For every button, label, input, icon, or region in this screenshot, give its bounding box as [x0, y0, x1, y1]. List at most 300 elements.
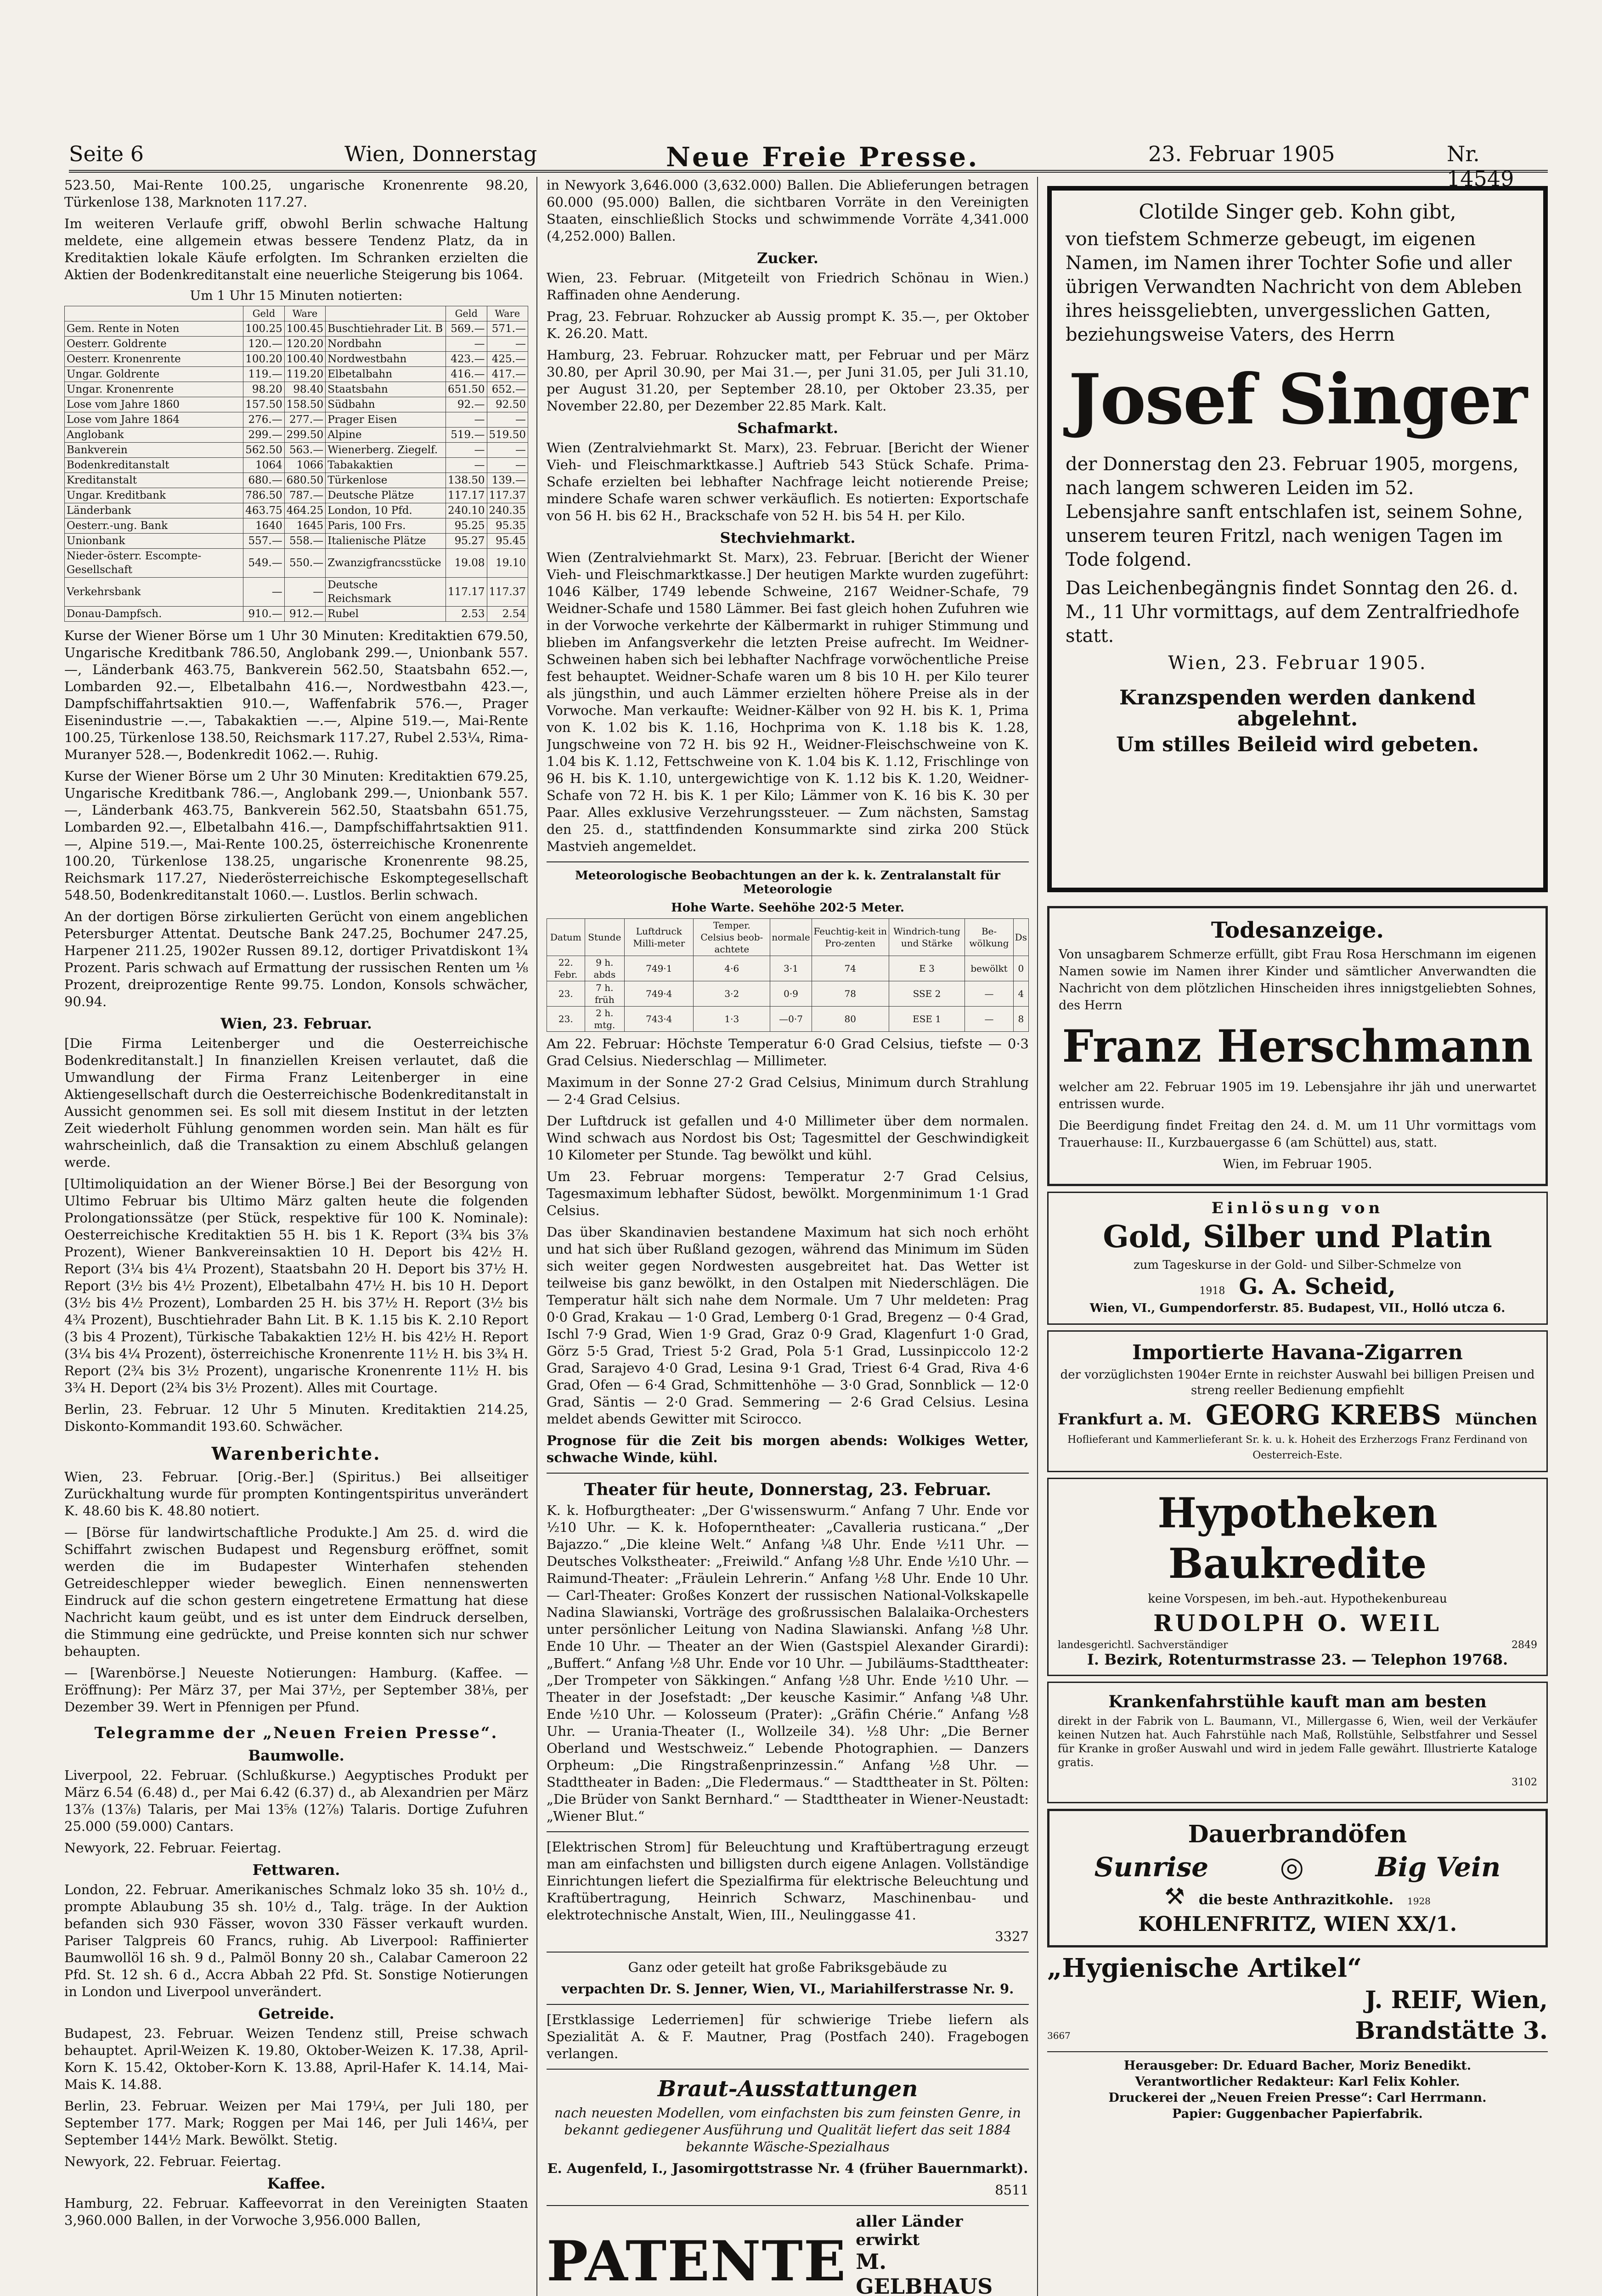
table-row: [65, 578, 528, 607]
hypo-small-row: [1058, 1639, 1537, 1651]
table-cell: 652.—: [487, 382, 528, 397]
table-cell: Paris, 100 Frs.: [326, 518, 446, 534]
sub-heading: Kaffee.: [267, 2175, 326, 2192]
page-header: [69, 138, 1548, 191]
section-heading: Warenberichte.: [211, 1443, 381, 1464]
table-cell: Ungar. Kronenrente: [65, 382, 243, 397]
table-cell: —: [487, 443, 528, 458]
table-cell: Wienerberg. Ziegelf.: [326, 443, 446, 458]
table-cell: 680.—: [243, 473, 284, 488]
obituary-text: welcher am 22. Februar 1905 im 19. Lebensjahre ihr jäh und unerwartet entrissen wurde.: [1059, 1080, 1536, 1111]
kr-text: direkt in der Fabrik von L. Baumann, VI., Millergasse 6, Wien, weil der Verkäufer keinen Nutzen hat. Auch Fahrstühle nach Maß, Rollstühle, Selbstfahrer und Sessel für Kranke in großer Auswahl und wird in jedem Falle gewährt. Illustrierte Kataloge gratis.: [1058, 1715, 1537, 1769]
header-date: 23. Februar 1905: [1148, 141, 1335, 166]
table-cell: 464.25: [284, 503, 325, 518]
kr-number: 3102: [1512, 1777, 1537, 1788]
obituary-note: Kranzspenden werden dankend abgelehnt.: [1119, 686, 1476, 731]
article-paragraph: Hamburg, 23. Februar. Rohzucker matt, per Februar und per März 30.80, per April 30.90, per Mai 31.—, per Juni 31.05, per Juli 31.10, per August 31.20, per September 28.10, per Oktober 23.35, per November 22.80, per Dezember 22.85 Mark. Kalt.: [547, 347, 1029, 414]
table-cell: 95.45: [487, 534, 528, 549]
dauer-brand-b: Big Vein: [1375, 1851, 1501, 1883]
table-cell: 158.50: [284, 397, 325, 412]
ad-number: 3327: [995, 1929, 1029, 1944]
sub-heading: Stechviehmarkt.: [720, 529, 856, 546]
table-cell: Oesterr. Goldrente: [65, 337, 243, 352]
obituary-name: Josef Singer: [1068, 359, 1527, 440]
hypo-sub: keine Vorspesen, im beh.-aut. Hypothekenbureau: [1148, 1592, 1447, 1606]
ad-patente: [547, 2212, 1029, 2296]
ad-bridal-text: nach neuesten Modellen, vom einfachsten bis zum feinsten Genre, in bekannt gediegener Ausführung und Qualität liefert das seit 1884 bekannte Wäsche-Spezialhaus: [554, 2105, 1021, 2155]
hyg-firm: J. REIF, Wien,: [1365, 1986, 1548, 2014]
table-cell: 463.75: [243, 503, 284, 518]
obituary-singer: [1047, 186, 1548, 892]
hypo-number: 2849: [1512, 1639, 1537, 1651]
table-cell: Bankverein: [65, 443, 243, 458]
table-cell: Verkehrsbank: [65, 578, 243, 607]
weather-table: [547, 918, 1029, 1032]
table-cell: 786.50: [243, 488, 284, 503]
masthead-title: Neue Freie Presse.: [666, 141, 979, 173]
article-paragraph: Wien (Zentralviehmarkt St. Marx), 23. Februar. [Bericht der Wiener Vieh- und Fleischmarktkasse.] Auftrieb 543 Stück Schafe. Prima-Schafe erzielten bei lebhafter Nachfrage leicht notierende Preise; mindere Schafe waren schwer verkäuflich. Es notierten: Exportschafe von 56 H. bis 62 H., Brackschafe von 52 H. bis 54 H. per Kilo.: [547, 440, 1029, 523]
table-cell: 19.10: [487, 549, 528, 578]
header-location: Wien, Donnerstag: [344, 141, 537, 166]
table-cell: Südbahn: [326, 397, 446, 412]
hypo-small: landesgerichtl. Sachverständiger: [1058, 1639, 1228, 1651]
article-paragraph: 523.50, Mai-Rente 100.25, ungarische Kronenrente 98.20, Türkenlose 138, Marknoten 117.27.: [64, 177, 528, 210]
gold-sub: zum Tageskurse in der Gold- und Silber-Schmelze von: [1134, 1258, 1461, 1272]
ad-hypotheken: [1047, 1478, 1548, 1676]
sub-heading: Fettwaren.: [252, 1861, 340, 1879]
stock-quotes-table: [64, 306, 528, 622]
imprint-paper: Papier: Guggenbacher Papierfabrik.: [1172, 2107, 1423, 2121]
hammer-icon: ⚒: [1164, 1883, 1185, 1910]
hypo-title-1: Hypotheken: [1157, 1489, 1438, 1537]
hypo-firm: RUDOLPH O. WEIL: [1153, 1609, 1442, 1637]
table-row: [65, 367, 528, 382]
obituary-text: der Donnerstag den 23. Februar 1905, morgens, nach langem schweren Leiden im 52. Lebensjahre sanft entschlafen ist, seinem Sohne, unserem teuren Fritzl, nach wenigen Tagen im Tode folgend.: [1066, 454, 1523, 570]
table-cell: —: [487, 458, 528, 473]
article-paragraph: Maximum in der Sonne 27·2 Grad Celsius, Minimum durch Strahlung — 2·4 Grad Celsius.: [547, 1075, 1029, 1107]
table-cell: 117.37: [487, 578, 528, 607]
table-cell: 119.20: [284, 367, 325, 382]
table-header-cell: [65, 306, 243, 321]
ad-dauerbrand: [1047, 1809, 1548, 1947]
table-header-cell: Ware: [284, 306, 325, 321]
table-cell: 423.—: [446, 352, 487, 367]
table-cell: 549.—: [243, 549, 284, 578]
table-cell: Staatsbahn: [326, 382, 446, 397]
dauer-firm: KOHLENFRITZ, WIEN XX/1.: [1138, 1913, 1457, 1936]
ad-hygiene: [1047, 1953, 1548, 2045]
table-cell: 519.—: [446, 428, 487, 443]
table-cell: 277.—: [284, 412, 325, 428]
gold-main: Gold, Silber und Platin: [1103, 1219, 1492, 1255]
table-cell: London, 10 Pfd.: [326, 503, 446, 518]
article-paragraph: London, 22. Februar. Amerikanisches Schmalz loko 35 sh. 10½ d., prompte Ablaubung 35 sh. 10½ d., Talg. träge. In der Auktion befanden sich 930 Fässer, wovon 330 Fässer verkauft wurden. Pariser Talgpreis 60 Francs, ruhig. Ab Liverpool: Raffinierter Baumwollöl 16 sh. 9 d., Palmöl Bonny 20 sh., Calabar Cameroon 22 Pfd. St. 12 sh. 6 d., Accra Abbah 22 Pfd. St. Sonstige Notierungen in London und Liverpool unverändert.: [64, 1882, 528, 1999]
table-cell: 157.50: [243, 397, 284, 412]
table-row: [65, 534, 528, 549]
table-cell: 651.50: [446, 382, 487, 397]
divider: [547, 861, 1029, 862]
table-cell: Deutsche Reichsmark: [326, 578, 446, 607]
hypo-address: I. Bezirk, Rotenturmstrasse 23. — Telephon 19768.: [1087, 1651, 1508, 1668]
gold-firm-row: [1058, 1274, 1537, 1300]
table-cell: Rubel: [326, 607, 446, 622]
article-paragraph: — [Börse für landwirtschaftliche Produkte.] Am 25. d. wird die Schiffahrt zwischen Budapest und Regensburg eröffnet, somit werden die im Budapester Winterhafen stehenden Getreideschlepper wieder beweglich. Einen nennenswerten Eindruck auf die schon gestern eingetretene Ermattung hat diese Nachricht kaum geübt, und es ist unter dem Eindruck derselben, die Stimmung eine gedrückte, und Preise konnten sich nur schwer behaupten.: [64, 1525, 528, 1659]
table-cell: 23.: [547, 981, 585, 1007]
table-cell: 1064: [243, 458, 284, 473]
table-cell: 563.—: [284, 443, 325, 458]
havana-title: Importierte Havana-Zigarren: [1132, 1341, 1463, 1364]
table-cell: 138.50: [446, 473, 487, 488]
divider: [547, 1473, 1029, 1474]
table-cell: 117.17: [446, 488, 487, 503]
table-cell: 680.50: [284, 473, 325, 488]
table-cell: 0: [1013, 956, 1028, 981]
hyg-row: [1047, 2017, 1548, 2045]
table-cell: Buschtiehrader Lit. B: [326, 321, 446, 337]
sub-heading: Schafmarkt.: [737, 419, 838, 437]
table-header-cell: normale: [770, 919, 812, 956]
gold-address: Wien, VI., Gumpendorferstr. 85. Budapest, VII., Holló utcza 6.: [1089, 1301, 1506, 1315]
table-cell: 557.—: [243, 534, 284, 549]
table-cell: Nordwestbahn: [326, 352, 446, 367]
article-paragraph: Liverpool, 22. Februar. (Schlußkurse.) Aegyptisches Produkt per März 6.54 (6.48) d., per Mai 6.42 (6.37) d., ab Alexandrien per März 13⅞ (13⅞) Talaris, per Mai 13⅝ (12⅞) Talaris. Dortige Zufuhren 25.000 (59.000) Cantars.: [64, 1767, 528, 1834]
gold-year: 1918: [1199, 1285, 1225, 1297]
ad-gold: [1047, 1192, 1548, 1325]
article-paragraph: Wien, 23. Februar. [Orig.-Ber.] (Spiritus.) Bei allseitiger Zurückhaltung wurde für prompten Kontingentspiritus unverändert K. 48.60 bis K. 48.80 notiert.: [64, 1469, 528, 1519]
table-cell: E 3: [889, 956, 965, 981]
table-cell: Lose vom Jahre 1860: [65, 397, 243, 412]
table-header-cell: Datum: [547, 919, 585, 956]
table-row: [65, 607, 528, 622]
table-cell: 117.17: [446, 578, 487, 607]
table-cell: —: [965, 981, 1013, 1007]
table-cell: 299.50: [284, 428, 325, 443]
table-cell: 425.—: [487, 352, 528, 367]
table-cell: Tabakaktien: [326, 458, 446, 473]
table-cell: 0·9: [770, 981, 812, 1007]
table-cell: 119.—: [243, 367, 284, 382]
table-header-cell: Ds: [1013, 919, 1028, 956]
table-row: [65, 503, 528, 518]
table-header-cell: Temper. Celsius beob-achtete: [694, 919, 770, 956]
dauer-sub: die beste Anthrazitkohle.: [1198, 1892, 1393, 1908]
table-cell: 78: [812, 981, 889, 1007]
table-cell: Gem. Rente in Noten: [65, 321, 243, 337]
table-cell: Elbetalbahn: [326, 367, 446, 382]
section-heading: Wien, 23. Februar.: [220, 1015, 372, 1032]
table-cell: 100.40: [284, 352, 325, 367]
article-paragraph: Wien, 23. Februar. (Mitgeteilt von Friedrich Schönau in Wien.) Raffinaden ohne Aenderung.: [547, 270, 1029, 303]
table-row: [65, 321, 528, 337]
table-cell: Ungar. Kreditbank: [65, 488, 243, 503]
sub-heading: Zucker.: [757, 249, 818, 267]
table-cell: 117.37: [487, 488, 528, 503]
section-heading: Theater für heute, Donnerstag, 23. Februar.: [584, 1480, 992, 1499]
table-row: [65, 382, 528, 397]
havana-sub: der vorzüglichsten 1904er Ernte in reichster Auswahl bei billigen Preisen und streng reeller Bedienung empfiehlt: [1060, 1368, 1535, 1397]
article-paragraph: Im weiteren Verlaufe griff, obwohl Berlin schwache Haltung meldete, eine allgemein etwas bessere Tendenz Platz, da in Kreditaktien lokale Käufe erfolgten. Im Schranken erzielten die Aktien der Bodenkreditanstalt eine neuerliche Steigerung bis 1064.: [64, 216, 528, 282]
table-header-cell: Ware: [487, 306, 528, 321]
article-paragraph: [Die Firma Leitenberger und die Oesterreichische Bodenkreditanstalt.] In finanziellen Kreisen verlautet, daß die Umwandlung der Firma Franz Leitenberger in eine Aktiengesellschaft durch die Oesterreichische Bodenkreditanstalt in Aussicht genommen sei. Es soll mit diesem Institut in der letzten Zeit wiederholt Fühlung genommen worden sein. Man hält es für wahrscheinlich, daß die Transaktion zu einem Abschluß gelangen werde.: [64, 1035, 528, 1170]
ad-havana: [1047, 1330, 1548, 1472]
table-cell: 23.: [547, 1007, 585, 1032]
dauer-top: Dauerbrandöfen: [1188, 1820, 1407, 1848]
table-cell: 571.—: [487, 321, 528, 337]
table-cell: 95.27: [446, 534, 487, 549]
table-cell: 95.25: [446, 518, 487, 534]
table-cell: Nieder-österr. Escompte-Gesellschaft: [65, 549, 243, 578]
ad-number: 8511: [995, 2182, 1029, 2198]
imprint-printer: Druckerei der „Neuen Freien Presse“: Carl Herrmann.: [1108, 2091, 1487, 2105]
havana-city-left: Frankfurt a. M.: [1058, 1410, 1192, 1429]
ad-factory-address: verpachten Dr. S. Jenner, Wien, VI., Mariahilferstrasse Nr. 9.: [561, 1981, 1014, 1997]
article-paragraph: Kurse der Wiener Börse um 1 Uhr 30 Minuten: Kreditaktien 679.50, Ungarische Kreditbank 786.50, Anglobank 299.—, Unionbank 557.—, Länderbank 463.75, Bankverein 562.50, Staatsbahn 652.—, Lombarden 92.—, Elbetalbahn 416.—, Nordwestbahn 423.—, Dampfschiffahrtsaktien 910.—, Waffenfabrik 576.—, Prager Eisenindustrie —.—, Tabakaktien —.—, Alpine 519.—, Mai-Rente 100.25, Türkenlose 138.50, Reichsmark 117.27, Rubel 2.53¼, Rima-Muranyer 528.—, Bodenkredit 1062.—. Ruhig.: [64, 628, 528, 762]
gold-firm: G. A. Scheid,: [1239, 1274, 1396, 1300]
article-paragraph: in Newyork 3,646.000 (3,632.000) Ballen. Die Ablieferungen betragen 60.000 (95.000) Ballen, die sichtbaren Vorräte in den Vereinigten Staaten, einschließlich Stocks und schwimmende Vorräte 4,341.000 (4,252.000) Ballen.: [547, 177, 1029, 244]
table-cell: —0·7: [770, 1007, 812, 1032]
article-paragraph: Berlin, 23. Februar. 12 Uhr 5 Minuten. Kreditaktien 214.25, Diskonto-Kommandit 193.60. Schwächer.: [64, 1401, 528, 1434]
article-paragraph: Um 23. Februar morgens: Temperatur 2·7 Grad Celsius, Tagesmaximum lebhafter Südost, bewölkt. Morgenminimum 1·1 Grad Celsius.: [547, 1169, 1029, 1218]
table-header-cell: Geld: [446, 306, 487, 321]
table-cell: Alpine: [326, 428, 446, 443]
table-header-cell: [326, 306, 446, 321]
table-row: [65, 412, 528, 428]
article-paragraph: Am 22. Februar: Höchste Temperatur 6·0 Grad Celsius, tiefste — 0·3 Grad Celsius. Niederschlag — Millimeter.: [547, 1036, 1029, 1069]
havana-small: Hoflieferant und Kammerlieferant Sr. k. u. k. Hoheit des Erzherzogs Franz Ferdinand von Oesterreich-Este.: [1067, 1434, 1528, 1461]
table-cell: 569.—: [446, 321, 487, 337]
table-cell: Bodenkreditanstalt: [65, 458, 243, 473]
table-row: [65, 352, 528, 367]
table-row: [65, 458, 528, 473]
table-cell: SSE 2: [889, 981, 965, 1007]
imprint-publisher: Herausgeber: Dr. Eduard Bacher, Moriz Benedikt.: [1123, 2059, 1472, 2073]
table-row: [65, 443, 528, 458]
weather-title: Meteorologische Beobachtungen an der k. k. Zentralanstalt für Meteorologie: [575, 869, 1000, 896]
obituary-intro: Clotilde Singer geb. Kohn gibt,: [1139, 200, 1456, 224]
sub-heading: Getreide.: [258, 2005, 334, 2022]
table-cell: 2.54: [487, 607, 528, 622]
patente-side-1: aller Länder: [856, 2212, 963, 2231]
emblem-icon: ◎: [1280, 1851, 1304, 1883]
table-cell: —: [446, 458, 487, 473]
table-cell: 92.—: [446, 397, 487, 412]
table-row: [65, 488, 528, 503]
table-cell: 417.—: [487, 367, 528, 382]
table-cell: —: [446, 443, 487, 458]
table-cell: 120.20: [284, 337, 325, 352]
table-cell: 8: [1013, 1007, 1028, 1032]
table-cell: 100.45: [284, 321, 325, 337]
dauer-year: 1928: [1407, 1896, 1431, 1907]
table-cell: Kreditanstalt: [65, 473, 243, 488]
article-paragraph: Hamburg, 22. Februar. Kaffeevorrat in den Vereinigten Staaten 3,960.000 Ballen, in der Vorwoche 3,956.000 Ballen,: [64, 2195, 528, 2228]
table-row: [65, 337, 528, 352]
table-cell: 240.10: [446, 503, 487, 518]
dauer-brand-a: Sunrise: [1094, 1851, 1209, 1883]
table-row: [65, 428, 528, 443]
section-heading: Telegramme der „Neuen Freien Presse“.: [94, 1724, 498, 1742]
table-row: [547, 956, 1029, 981]
column-rule-2: [1037, 177, 1038, 2296]
dauer-sub-row: [1059, 1883, 1536, 1910]
divider: [547, 2069, 1029, 2070]
table-cell: Prager Eisen: [326, 412, 446, 428]
article-paragraph: Budapest, 23. Februar. Weizen Tendenz still, Preise schwach behauptet. April-Weizen K. 19.80, Oktober-Weizen K. 17.38, April-Korn K. 15.42, Oktober-Korn K. 13.88, April-Hafer K. 14.14, Mai-Mais K. 14.88.: [64, 2026, 528, 2092]
article-paragraph: Wien (Zentralviehmarkt St. Marx), 23. Februar. [Bericht der Wiener Vieh- und Fleischmarktkasse.] Der heutigen Markte wurden zugeführt: 1046 Kälber, 1749 lebende Schweine, 2167 Weidner-Schafe, 79 Weidner-Schafe und 1580 Lämmer. Bei fast gleich hohen Zufuhren wie in der Vorwoche verkehrte der Kälbermarkt in ruhiger Stimmung und blieben im Anfangsverkehr die letzten Preise aufrecht. Im Weidner-Schweinen haben sich bei lebhafter Nachfrage vorwöchentliche Preise fest behauptet. Weidner-Schafe waren um 8 bis 10 H. per Kilo teurer als jüngsthin, und auch Lämmer erzielten höhere Preise als in der Vorwoche. Man verkaufte: Weidner-Kälber von 92 H. bis K. 1, Prima von K. 1.02 bis K. 1.16, Hochprima von K. 1.18 bis K. 1.28, Jungschweine von 72 H. bis 92 H., Weidner-Fleischschweine von K. 1.04 bis K. 1.12, Fettschweine von K. 1.04 bis K. 1.12, Frischlinge von 96 H. bis K. 1.10, untergewichtige von K. 1.12 bis K. 1.20, Weidner-Schafe von 72 H. bis K. 1 per Kilo; Lämmer von K. 16 bis K. 30 per Paar. Alles exklusive Verzehrungssteuer. — Zum nächsten, Samstag den 25. d., stattfindenden Konsummarkte sind zirka 200 Stück Mastvieh angemeldet.: [547, 550, 1029, 854]
table-header-row: [65, 306, 528, 321]
table-cell: bewölkt: [965, 956, 1013, 981]
table-cell: 240.35: [487, 503, 528, 518]
obituary-funeral: Die Beerdigung findet Freitag den 24. d. M. um 11 Uhr vormittags vom Trauerhause: II., Kurzbauergasse 6 (am Schüttel) aus, statt.: [1059, 1119, 1536, 1150]
theater-listings: K. k. Hofburgtheater: „Der G'wissenswurm.“ Anfang 7 Uhr. Ende vor ½10 Uhr. — K. k. Hofoperntheater: „Cavalleria rusticana.“ „Der Bajazzo.“ „Die kleine Welt.“ Anfang ¼8 Uhr. Ende ½11 Uhr. — Deutsches Volkstheater: „Freiwild.“ Anfang ½8 Uhr. Ende ½10 Uhr. — Raimund-Theater: „Fräulein Lehrerin.“ Anfang ½8 Uhr. Ende 10 Uhr. — Carl-Theater: Großes Konzert der russischen National-Volkskapelle Nadina Slawianski, Vorträge des großrussischen Balalaika-Orchesters unter persönlicher Leitung von Nadina Slawianski. Anfang ½8 Uhr. Ende 10 Uhr. — Theater an der Wien (Gastspiel Alexander Girardi): „Buffert.“ Anfang ½8 Uhr. Ende vor 10 Uhr. — Jubiläums-Stadttheater: „Der Trompeter von Säkkingen.“ Anfang ½8 Uhr. Ende ½10 Uhr. — Theater in der Josefstadt: „Der keusche Kasimir.“ Anfang ¼8 Uhr. Ende ½10 Uhr. — Kolosseum (Prater): „Gräfin Chérie.“ Anfang ½8 Uhr. — Urania-Theater (I., Wollzeile 34). ½8 Uhr: „Die Berner Oberland und Westschweiz.“ Lebende Photographien. — Danzers Orpheum: „Die Ringstraßenprinzessin.“ Anfang ½8 Uhr. — Stadttheater in Baden: „Die Fledermaus.“ — Stadttheater in St. Pölten: „Die Brüder von Sankt Bernhard.“ — Stadttheater in Wiener-Neustadt: „Wiener Blut.“: [547, 1503, 1029, 1824]
dauer-brands: [1059, 1851, 1536, 1883]
table-cell: 1640: [243, 518, 284, 534]
table-cell: 2.53: [446, 607, 487, 622]
gold-top: Einlösung von: [1211, 1199, 1384, 1217]
table-cell: 4·6: [694, 956, 770, 981]
article-paragraph: Prag, 23. Februar. Rohzucker ab Aussig prompt K. 35.—, per Oktober K. 26.20. Matt.: [547, 309, 1029, 341]
table-cell: 9 h. abds: [585, 956, 624, 981]
table-cell: 80: [812, 1007, 889, 1032]
table-row: [65, 473, 528, 488]
table-cell: 22. Febr.: [547, 956, 585, 981]
table-cell: 562.50: [243, 443, 284, 458]
sub-heading: Baumwolle.: [248, 1747, 344, 1764]
table-cell: Nordbahn: [326, 337, 446, 352]
table-cell: 98.20: [243, 382, 284, 397]
table-cell: 74: [812, 956, 889, 981]
table-cell: 299.—: [243, 428, 284, 443]
table-cell: Türkenlose: [326, 473, 446, 488]
table-cell: —: [446, 337, 487, 352]
table-row: [547, 981, 1029, 1007]
table-cell: ESE 1: [889, 1007, 965, 1032]
forecast: Prognose für die Zeit bis morgen abends: Wolkiges Wetter, schwache Winde, kühl.: [547, 1433, 1029, 1465]
table-cell: Italienische Plätze: [326, 534, 446, 549]
table-cell: 2 h. mtg.: [585, 1007, 624, 1032]
table-row: [65, 549, 528, 578]
table-cell: 558.—: [284, 534, 325, 549]
table-cell: Deutsche Plätze: [326, 488, 446, 503]
divider: [547, 2004, 1029, 2005]
table-cell: 3·1: [770, 956, 812, 981]
havana-firm-row: [1058, 1399, 1537, 1431]
obituary-funeral: Das Leichenbegängnis findet Sonntag den 26. d. M., 11 Uhr vormittags, auf dem Zentralfriedhofe statt.: [1066, 578, 1520, 647]
column-right: [1047, 177, 1548, 2296]
article-paragraph: [Ultimoliquidation an der Wiener Börse.] Bei der Besorgung von Ultimo Februar bis Ultimo März galten heute die folgenden Prolongationssätze (per Stück, respektive für 100 K. Nominale): Oesterreichische Kreditaktien 55 H. bis 1 K. Report (3¾ bis 3⅞ Prozent), Wiener Bankvereinsaktien 10 H. Deport bis 42½ H. Report (3¼ bis 4¼ Prozent), Staatsbahn 20 H. Deport bis 37½ H. Report (3½ bis 4½ Prozent), Elbetalbahn 47½ H. bis 10 H. Deport (3½ bis 4½ Prozent), Lombarden 25 H. bis 37½ H. Report (3½ bis 4¾ Prozent), Buschtiehrader Bahn Lit. B K. 1.15 bis K. 2.10 Report (3 bis 4 Prozent), Türkische Tabakaktien 12½ H. bis 42½ H. Report (3¼ bis 4¼ Prozent), österreichische Kronenrente 11½ H. bis 3¾ H. Report (2¾ bis 3½ Prozent), ungarische Kronenrente 11½ H. bis 3¾ H. Deport (2¾ bis 3½ Prozent). Alles mit Courtage.: [64, 1176, 528, 1396]
table-cell: —: [965, 1007, 1013, 1032]
article-paragraph: Kurse der Wiener Börse um 2 Uhr 30 Minuten: Kreditaktien 679.25, Ungarische Kreditbank 786.—, Anglobank 299.—, Unionbank 557.—, Länderbank 463.75, Bankverein 562.50, Staatsbahn 651.75, Lombarden 92.—, Elbetalbahn 416.—, Dampfschiffahrtsaktien 911.—, Alpine 519.—, Mai-Rente 100.25, österreichische Kronenrente 100.20, Türkenlose 138.25, ungarische Kronenrente 98.25, Reichsmark 117.27, Niederösterreichische Eskomptegesellschaft 548.50, Bodenkreditanstalt 1060.—. Lustlos. Berlin schwach.: [64, 768, 528, 903]
article-paragraph: Newyork, 22. Februar. Feiertag.: [64, 2154, 282, 2169]
obituary-place: Wien, 23. Februar 1905.: [1168, 653, 1427, 674]
table-cell: —: [284, 578, 325, 607]
article-paragraph: Newyork, 22. Februar. Feiertag.: [64, 1840, 282, 1856]
table-cell: 92.50: [487, 397, 528, 412]
table-cell: 550.—: [284, 549, 325, 578]
imprint-editor: Verantwortlicher Redakteur: Karl Felix Kohler.: [1135, 2075, 1460, 2089]
table-cell: 1066: [284, 458, 325, 473]
table-cell: 100.25: [243, 321, 284, 337]
table-cell: 1·3: [694, 1007, 770, 1032]
table-cell: 4: [1013, 981, 1028, 1007]
hyg-address: Brandstätte 3.: [1355, 2017, 1548, 2045]
table-cell: Donau-Dampfsch.: [65, 607, 243, 622]
havana-city-right: München: [1455, 1410, 1537, 1429]
table-cell: 139.—: [487, 473, 528, 488]
table-cell: Oesterr.-ung. Bank: [65, 518, 243, 534]
table-cell: Anglobank: [65, 428, 243, 443]
article-paragraph: Berlin, 23. Februar. Weizen per Mai 179¼, per Juli 180, per September 177. Mark; Roggen per Mai 146, per Juli 146¼, per September 144½ Mark. Bewölkt. Stetig.: [64, 2098, 528, 2148]
table-cell: —: [487, 337, 528, 352]
table-cell: 3·2: [694, 981, 770, 1007]
table-header-cell: Geld: [243, 306, 284, 321]
table-header-row: [547, 919, 1029, 956]
hypo-title-2: Baukredite: [1168, 1539, 1427, 1588]
patente-side-2: erwirkt: [856, 2231, 920, 2249]
table-header-cell: Stunde: [585, 919, 624, 956]
column-rule-1: [536, 177, 537, 2296]
article-paragraph: An der dortigen Börse zirkulierten Gerücht von einem angeblichen Petersburger Attentat. Deutsche Bank 247.25, Bochumer 247.25, Harpener 211.25, 1902er Russen 89.12, dortiger Privatdiskont 1¾ Prozent. Paris schwach auf Ermattung der russischen Renten um ⅛ Prozent, dreiprozentige Rente 99.75. London, Konsols schwächer, 90.94.: [64, 909, 528, 1009]
ad-factory: Ganz oder geteilt hat große Fabriksgebäude zu: [628, 1959, 948, 1975]
table-cell: 749·1: [625, 956, 694, 981]
table-cell: —: [487, 412, 528, 428]
table-cell: 19.08: [446, 549, 487, 578]
table-title: Um 1 Uhr 15 Minuten notierten:: [190, 288, 403, 303]
obituary-text: von tiefstem Schmerze gebeugt, im eigenen Namen, im Namen ihrer Tochter Sofie und aller übrigen Verwandten Nachricht von dem Ableben ihres heissgeliebten, unvergesslichen Gatten, beziehungsweise Vaters, des Herrn: [1066, 229, 1522, 345]
table-cell: Lose vom Jahre 1864: [65, 412, 243, 428]
table-cell: Oesterr. Kronenrente: [65, 352, 243, 367]
table-header-cell: Feuchtig-keit in Pro-zenten: [812, 919, 889, 956]
ad-bridal-title: Braut-Ausstattungen: [657, 2076, 918, 2102]
table-header-cell: Luftdruck Milli-meter: [625, 919, 694, 956]
obituary-herschmann: [1047, 906, 1548, 1186]
divider: [547, 1952, 1029, 1953]
patente-logo: PATENTE: [547, 2228, 847, 2294]
issue-number: Nr. 14549: [1447, 141, 1514, 191]
table-cell: Länderbank: [65, 503, 243, 518]
havana-firm: GEORG KREBS: [1205, 1399, 1441, 1431]
table-header-cell: Be-wölkung: [965, 919, 1013, 956]
table-cell: 98.40: [284, 382, 325, 397]
hyg-title: „Hygienische Artikel“: [1047, 1953, 1362, 1983]
table-cell: 276.—: [243, 412, 284, 428]
column-left: [64, 177, 528, 2296]
table-cell: 787.—: [284, 488, 325, 503]
article-paragraph: — [Warenbörse.] Neueste Notierungen: Hamburg. (Kaffee. — Eröffnung): Per März 37, per Mai 37½, per September 38⅛, per Dezember 39. Wert in Pfennigen per Pfund.: [64, 1665, 528, 1715]
table-row: [547, 1007, 1029, 1032]
table-cell: Ungar. Goldrente: [65, 367, 243, 382]
table-cell: 100.20: [243, 352, 284, 367]
table-row: [65, 397, 528, 412]
table-cell: —: [243, 578, 284, 607]
obituary-note: Um stilles Beileid wird gebeten.: [1116, 733, 1479, 756]
divider: [1047, 2051, 1548, 2052]
table-cell: 743·4: [625, 1007, 694, 1032]
article-paragraph: Der Luftdruck ist gefallen und 4·0 Millimeter über dem normalen. Wind schwach aus Nordost bis Ost; Tagesmittel der Geschwindigkeit 10 Kilometer per Stunde. Tag bewölkt und kühl.: [547, 1113, 1029, 1163]
page-number: Seite 6: [69, 141, 144, 166]
table-cell: —: [446, 412, 487, 428]
table-cell: 1645: [284, 518, 325, 534]
divider: [547, 2205, 1029, 2206]
table-cell: 519.50: [487, 428, 528, 443]
obituary-place: Wien, im Februar 1905.: [1223, 1157, 1372, 1171]
obituary-title: Todesanzeige.: [1211, 917, 1384, 943]
ad-krankenfahrstuehle: [1047, 1682, 1548, 1803]
table-cell: 95.35: [487, 518, 528, 534]
ad-belts: [Erstklassige Lederriemen] für schwierige Triebe liefern als Spezialität A. & F. Mautner, Prag (Postfach 240). Fragebogen verlangen.: [547, 2012, 1029, 2061]
table-row: [65, 518, 528, 534]
ad-bridal-address: E. Augenfeld, I., Jasomirgottstrasse Nr. 4 (früher Bauernmarkt).: [547, 2161, 1028, 2176]
